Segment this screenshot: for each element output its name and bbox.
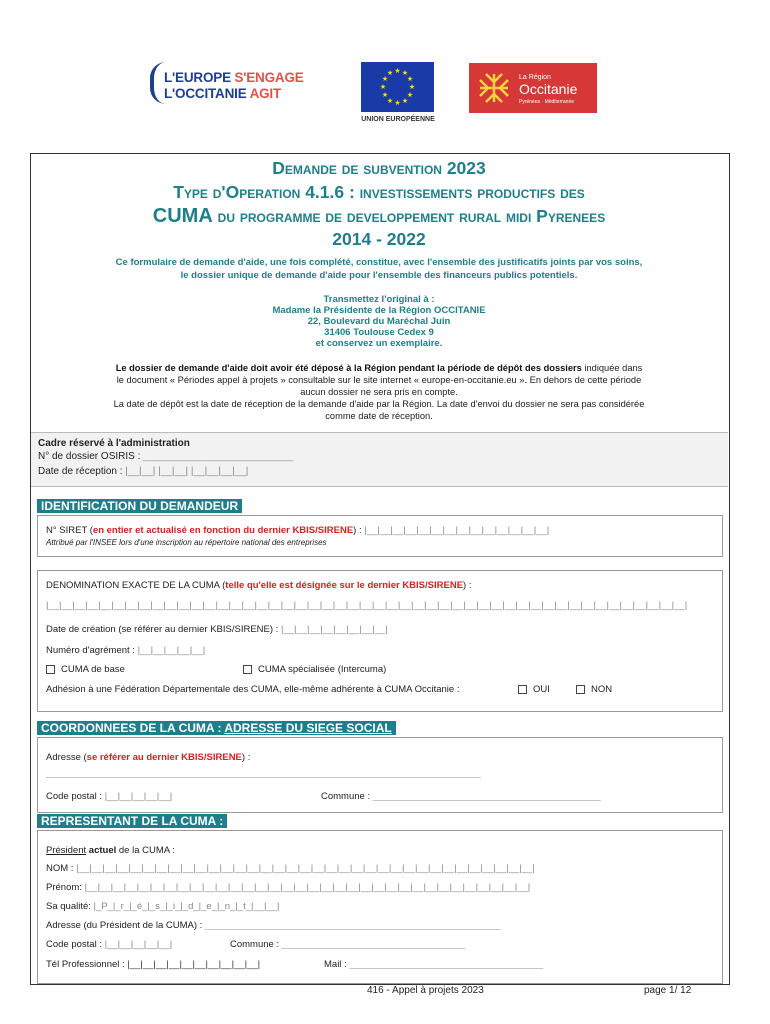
president-cp-row: Code postal : |__|__|__|__|__| [46,939,173,950]
siege-cp-row: Code postal : |__|__|__|__|__| [46,791,173,802]
president-adresse-field[interactable]: _______________________________________________________________________________________ [204,923,501,930]
qualite-field[interactable]: |_P_|_r_|_é_|_s_|_i_|_d_|_e_|_n_|_t_|__|__| [93,901,280,912]
eu-stars-icon [361,62,434,112]
logo-text: L'OCCITANIE [164,86,247,101]
siege-adresse-row: Adresse (se référer au dernier KBIS/SIRENE) : [46,752,251,763]
title-line-1: Demande de subvention 2023 [272,158,486,178]
tel-row: Tél Professionnel : |__|__|__|__|__|__|__|__|__|__| [46,959,261,970]
denomination-row: DENOMINATION EXACTE DE LA CUMA (telle qu'elle est désignée sur le dernier KBIS/SIRENE) : [46,580,472,591]
siege-commune-field[interactable]: ___________________________________________________________________ [372,794,601,801]
section-identification-header: IDENTIFICATION DU DEMANDEUR [37,499,242,513]
svg-text:★: ★ [408,83,416,91]
svg-text:★: ★ [401,97,409,105]
svg-text:★: ★ [406,75,414,83]
president-commune-row: Commune : ______________________________________________________ [230,939,465,950]
eu-flag-logo [361,62,434,112]
svg-text:★: ★ [401,69,409,77]
siret-field[interactable]: |__|__|__|__|__|__|__|__|__|__|__|__|__|__| [364,525,550,536]
siret-note: Attribué par l'INSEE lors d'une inscription au répertoire national des entreprises [46,538,327,547]
president-label: Président actuel de la CUMA : [46,845,175,856]
svg-text:★: ★ [394,99,401,107]
prenom-field[interactable]: |__|__|__|__|__|__|__|__|__|__|__|__|__|__|__|__|__|__|__|__|__|__|__|__|__|__|__|__|__|__|__|__|__|__| [84,882,531,893]
mail-field[interactable]: _________________________________________________________ [349,962,543,969]
send-to-address: Transmettez l'original à : Madame la Présidente de la Région OCCITANIE 22, Boulevard du Maréchal Juin 31406 Toulouse Cedex 9 et conservez un exemplaire. [272,294,486,349]
agrement-row: Numéro d'agrément : |__|__|__|__|__| [46,645,206,656]
cuma-specialisee-checkbox[interactable] [243,665,252,674]
cuma-specialisee-option[interactable]: CUMA spécialisée (Intercuma) [243,664,386,675]
occitan-cross-icon [476,70,512,106]
svg-text:★: ★ [386,69,394,77]
creation-date-row: Date de création (se référer au dernier KBIS/SIRENE) : |__|__|__|__|__|__|__|__| [46,624,388,635]
osiris-row: N° de dossier OSIRIS : ___________________________ [38,451,294,462]
creation-date-field[interactable]: |__|__|__|__|__|__|__|__| [280,624,388,635]
denomination-field[interactable]: |__|__|__|__|__|__|__|__|__|__|__|__|__|__|__|__|__|__|__|__|__|__|__|__|__|__|__|__|__|__|__|__|__|__|__|__|__|__|__|__|__|__|__|__|__|__|__|__|__| [46,600,688,611]
logo-text: AGIT [249,86,282,101]
adhesion-oui-option[interactable]: OUI [518,684,550,695]
mail-row: Mail : _________________________________________________________ [324,959,543,970]
prenom-row: Prénom: |__|__|__|__|__|__|__|__|__|__|__|__|__|__|__|__|__|__|__|__|__|__|__|__|__|__|__|__|__|__|__|__|__|__| [46,882,531,893]
president-cp-field[interactable]: |__|__|__|__|__| [104,939,173,950]
eu-caption: UNION EUROPÉENNE [361,116,435,123]
reception-date-row: Date de réception : |__|__| |__|__| |__|__|__|__| [38,466,249,477]
siege-commune-row: Commune : ___________________________________________________________________ [321,791,601,802]
intro-text: Ce formulaire de demande d'aide, une fois complété, constitue, avec l'ensemble des justificatifs joints par vos soins, le dossier unique de demande d'aide pour l'ensemble des financeurs publics potentiels. [115,257,643,281]
admin-title: Cadre réservé à l'administration [38,438,190,449]
europe-occitanie-logo [150,62,340,106]
title-line-2: Type d'Operation 4.1.6 : investissements productifs des [173,182,585,202]
president-commune-field[interactable]: ______________________________________________________ [281,942,465,949]
agrement-field[interactable]: |__|__|__|__|__| [137,645,206,656]
svg-text:★: ★ [381,75,389,83]
svg-text:★: ★ [406,91,414,99]
non-checkbox[interactable] [576,685,585,694]
president-adresse-row: Adresse (du Président de la CUMA) : _______________________________________________________________________________________ [46,920,501,931]
tel-field[interactable]: |__|__|__|__|__|__|__|__|__|__| [127,959,261,970]
title-line-4: 2014 - 2022 [332,229,426,249]
logo-text: L'EUROPE [164,70,231,85]
svg-text:★: ★ [394,67,401,75]
siege-adresse-field[interactable]: ________________________________________________________________________________________________________________________________ [46,771,481,778]
nom-row: NOM : |__|__|__|__|__|__|__|__|__|__|__|__|__|__|__|__|__|__|__|__|__|__|__|__|__|__|__|__|__|__|__|__|__|__|__| [46,863,535,874]
logo-text: S'ENGAGE [234,70,304,85]
cuma-base-option[interactable]: CUMA de base [46,664,125,675]
svg-text:★: ★ [386,97,394,105]
section-representant-header: REPRESENTANT DE LA CUMA : [37,814,227,828]
page-number: page 1/ 12 [644,985,692,996]
region-small-text: La Région [519,74,551,81]
svg-text:★: ★ [381,91,389,99]
adhesion-non-option[interactable]: NON [576,684,612,695]
siege-cp-field[interactable]: |__|__|__|__|__| [104,791,173,802]
siret-box [37,515,723,557]
section-coordonnees-header: COORDONNEES DE LA CUMA : ADRESSE DU SIEGE SOCIAL [37,721,396,735]
deposit-notice: Le dossier de demande d'aide doit avoir été déposé à la Région pendant la période de dépôt des dossiers indiquée dans le document « Périodes appel à projets » consultable sur le site internet « europe-en-occitanie.eu ». En dehors de cette période aucun dossier ne sera pris en compte. La date de dépôt est la date de réception de la demande d'aide par la Région. La date d'envoi du dossier ne sera pas considérée comme date de réception. [113,363,645,421]
region-sub-text: Pyrénées · Méditerranée [519,99,575,105]
oui-checkbox[interactable] [518,685,527,694]
cuma-base-checkbox[interactable] [46,665,55,674]
osiris-field[interactable]: ___________________________ [143,451,294,462]
qualite-row: Sa qualité: |_P_|_r_|_é_|_s_|_i_|_d_|_e_|_n_|_t_|__|__| [46,901,280,912]
svg-text:★: ★ [379,83,387,91]
siret-row: N° SIRET (en entier et actualisé en fonction du dernier KBIS/SIRENE) : |__|__|__|__|__|__|__|__|__|__|__|__|__|__| [46,525,550,536]
nom-field[interactable]: |__|__|__|__|__|__|__|__|__|__|__|__|__|__|__|__|__|__|__|__|__|__|__|__|__|__|__|__|__|__|__|__|__|__|__| [76,863,535,874]
reception-date-field[interactable]: |__|__| |__|__| |__|__|__|__| [125,466,249,477]
region-name-text: Occitanie [519,81,578,97]
region-occitanie-logo [469,63,597,113]
footer-text: 416 - Appel à projets 2023 [367,985,484,996]
title-line-3: CUMA du programme de developpement rural midi Pyrenees [152,205,606,227]
adhesion-label: Adhésion à une Fédération Départementale des CUMA, elle-même adhérente à CUMA Occitanie : [46,684,460,695]
